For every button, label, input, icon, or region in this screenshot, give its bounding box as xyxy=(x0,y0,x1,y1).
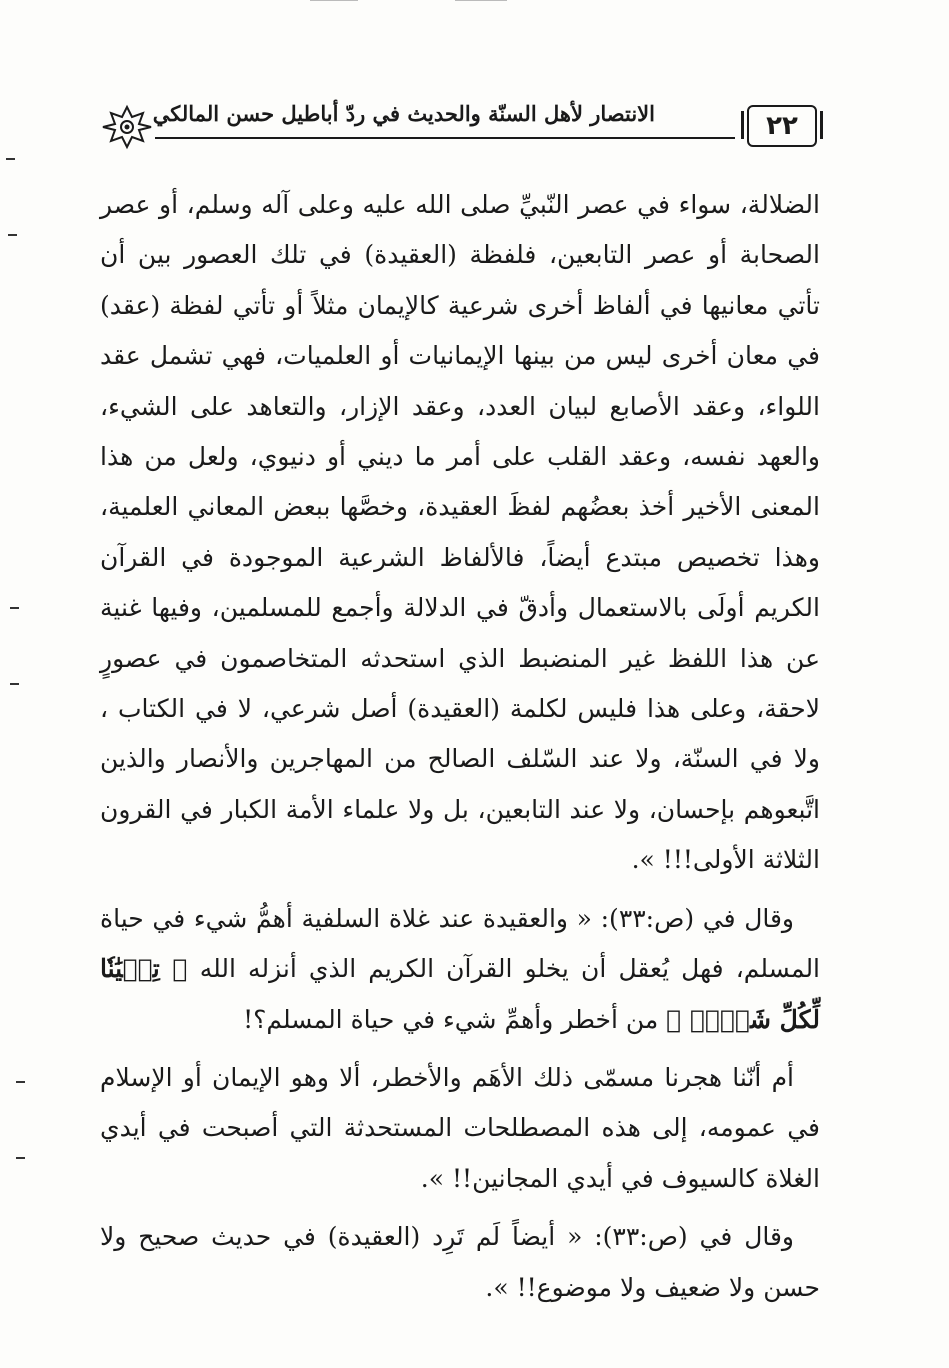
running-title: الانتصار لأهل السنّة والحديث في ردّ أباطيل حسن المالكي xyxy=(152,101,655,126)
scan-edge-line xyxy=(310,0,358,1)
quran-verse: ﴿ تِبۡيَٰنٗا لِّكُلِّ شَيۡءٖ ﴾ xyxy=(100,954,820,1034)
page-number: ٢٢ xyxy=(747,105,817,147)
margin-mark xyxy=(10,607,19,609)
margin-mark xyxy=(8,234,17,236)
paragraph xyxy=(100,894,820,1045)
margin-mark xyxy=(6,158,15,160)
scan-edge-line xyxy=(455,0,507,1)
margin-mark xyxy=(16,1157,25,1159)
paragraph: وقال في (ص:٣٣): « أيضاً لَم تَرِد (العقيدة) في حديث صحيح ولا حسن ولا ضعيف ولا موضوع!! ». xyxy=(100,1222,820,1302)
body-text xyxy=(100,180,820,1313)
paragraph: أم أنّنا هجرنا مسمّى ذلك الأهَم والأخطر، ألا وهو الإيمان أو الإسلام في عمومه، إلى هذه المصطلحات المستحدثة التي أصبحت في أيدي الغلاة كالسيوف في أيدي المجانين!! ». xyxy=(100,1062,820,1193)
paragraph: الضلالة، سواء في عصر النّبيِّ صلى الله عليه وعلى آله وسلم، أو عصر الصحابة أو عصر التابعين، فلفظة (العقيدة) في تلك العصور بين أن تأتي معانيها في ألفاظ أخرى شرعية كالإيمان مثلاً أو تأتي لفظة (عقد) في معان أخرى ليس من بينها الإيمانيات أو العلميات، فهي تشمل عقد اللواء، وعقد الأصابع لبيان العدد، وعقد الإزار، والتعاهد على الشيء، والعهد نفسه، وعقد القلب على أمر ما ديني أو دنيوي، ولعل من هذا المعنى الأخير أخذ بعضُهم لفظَ العقيدة، وخصَّها ببعض المعاني العلمية، وهذا تخصيص مبتدع أيضاً، فالألفاظ الشرعية الموجودة في القرآن الكريم أولَى بالاستعمال وأدقّ في الدلالة وأجمع للمسلمين، وفيها غنية عن هذا اللفظ غير المنضبط الذي استحدثه المتخاصمون في عصورٍ لاحقة، وعلى هذا فليس لكلمة (العقيدة) أصل شرعي، لا في الكتاب ، ولا في السنّة، ولا عند السّلف الصالح من المهاجرين والأنصار والذين اتَّبعوهم بإحسان، ولا عند التابعين، بل ولا علماء الأمة الكبار في القرون الثلاثة الأولى!!! ». xyxy=(100,190,820,875)
margin-mark xyxy=(16,1081,25,1083)
margin-mark xyxy=(10,683,19,685)
header-rule xyxy=(155,137,735,139)
paragraph-text: من أخطر وأهمِّ شيء في حياة المسلم؟! xyxy=(243,1004,667,1034)
page-header xyxy=(95,95,825,155)
paragraph-text: وقال في (ص:٣٣): « والعقيدة عند غلاة السلفية أهمُّ شيء في حياة المسلم، فهل يُعقل أن يخلو القرآن الكريم الذي أنزله الله xyxy=(100,903,821,984)
floral-ornament-icon xyxy=(99,103,155,151)
